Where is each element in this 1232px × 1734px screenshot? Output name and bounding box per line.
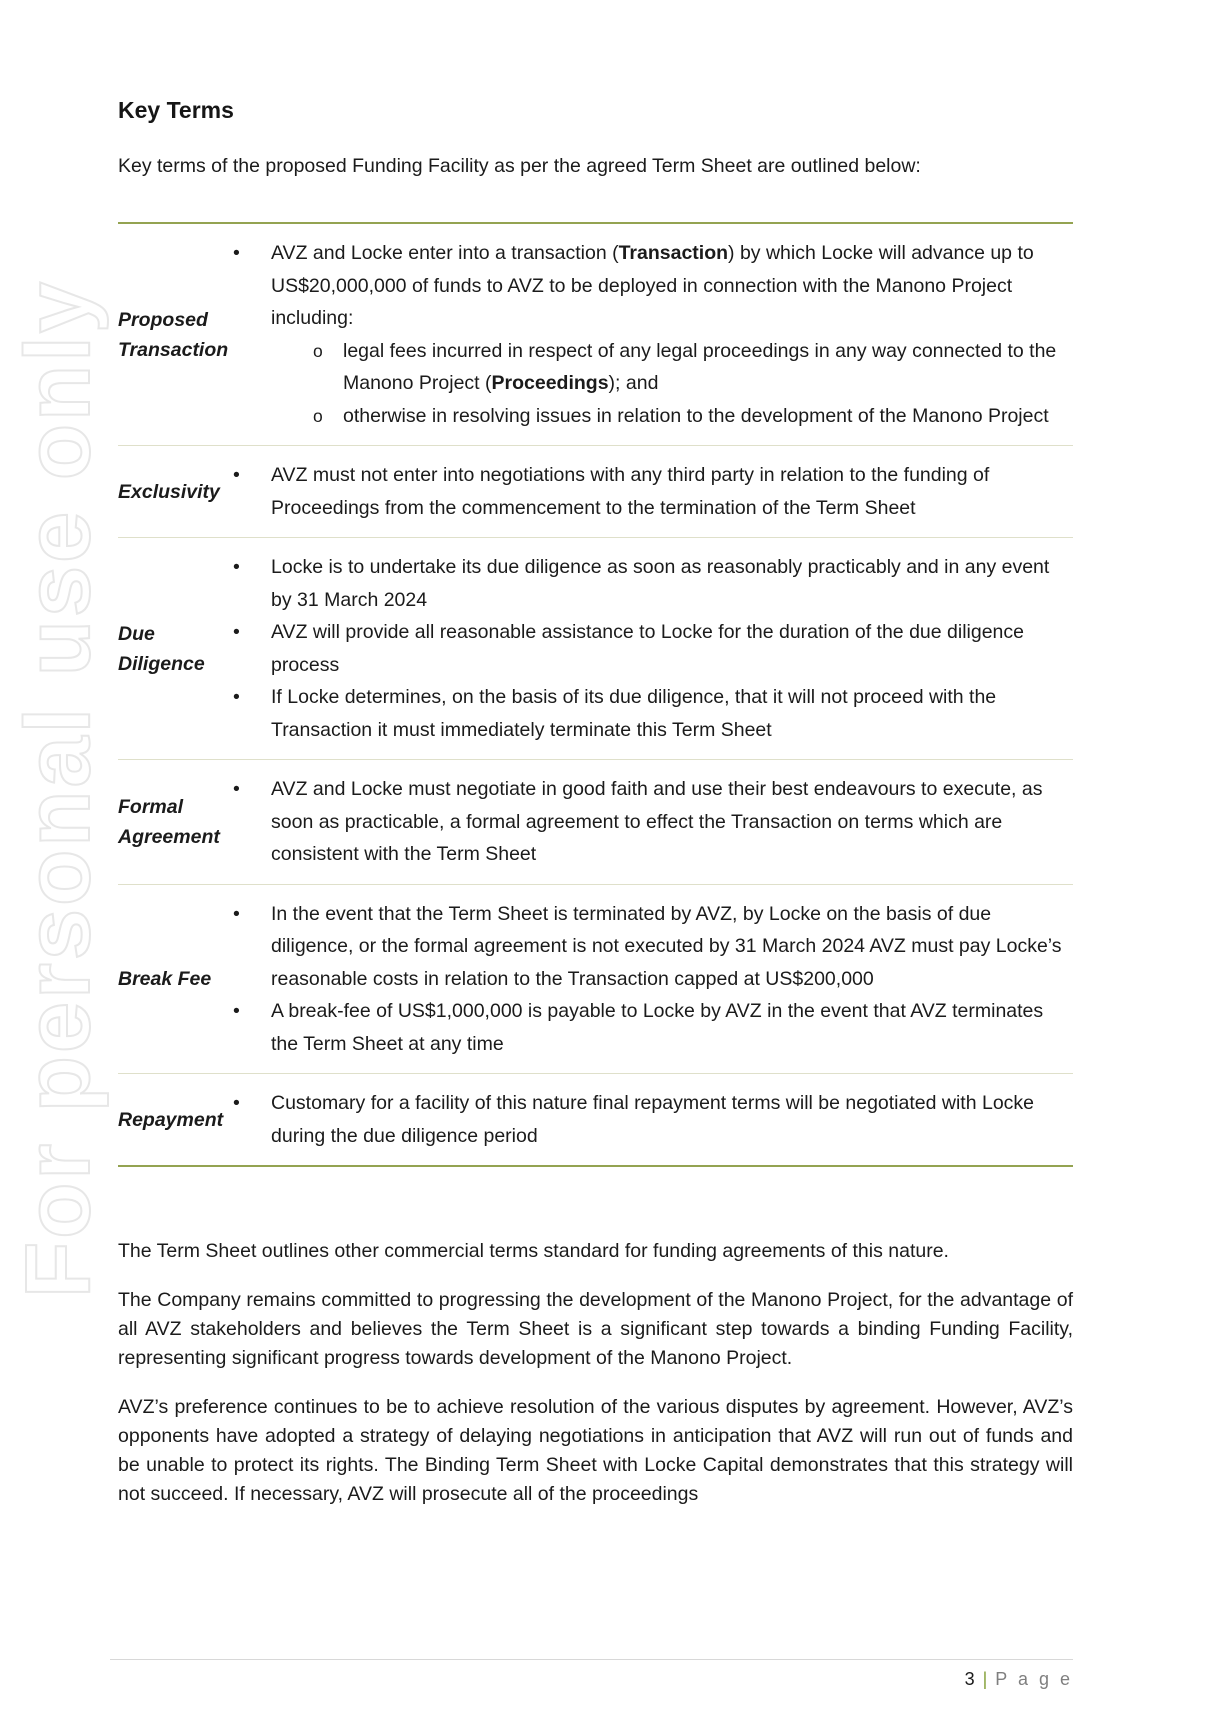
page-content [118, 0, 1073, 1509]
table-row [118, 224, 1073, 445]
bullet-item [230, 237, 1073, 335]
bullet-icon: • [233, 1092, 240, 1114]
page-number-value: 3 [964, 1669, 975, 1689]
bullet-item [230, 681, 1073, 746]
bullet-text: legal fees incurred in respect of any legal proceedings in any way connected to the Manono Project (Proceedings); and [343, 339, 1057, 394]
bullet-item [230, 995, 1073, 1060]
row-label: Repayment [118, 1108, 224, 1131]
body-paragraph: AVZ’s preference continues to be to achieve resolution of the various disputes by agreement. However, AVZ’s opponents have adopted a strategy of delaying negotiations in anticipation that AVZ will run out of funds and be unable to protect its rights. The Binding Term Sheet with Locke Capital demonstrates that this strategy will not succeed. If necessary, AVZ will prosecute all of the proceedings [118, 1396, 1073, 1505]
watermark-text: For personal use only [7, 279, 109, 1298]
row-content [230, 224, 1073, 445]
bullet-text: A break-fee of US$1,000,000 is payable to Locke by AVZ in the event that AVZ terminates the Term Sheet at any time [271, 1000, 1044, 1055]
page-title: Key Terms [118, 97, 234, 123]
table-row [118, 884, 1073, 1074]
bullet-item [230, 616, 1073, 681]
circle-bullet-icon: o [313, 405, 323, 426]
row-label: Exclusivity [118, 480, 220, 503]
circle-bullet-icon: o [313, 340, 323, 361]
bullet-text: AVZ will provide all reasonable assistance to Locke for the duration of the due diligence process [271, 621, 1024, 676]
intro-text: Key terms of the proposed Funding Facility as per the agreed Term Sheet are outlined below: [118, 155, 921, 177]
row-label: Formal Agreement [118, 795, 220, 848]
body-paragraph: The Company remains committed to progressing the development of the Manono Project, for the advantage of all AVZ stakeholders and believes the Term Sheet is a significant step towards a binding Funding Facility, representing significant progress towards development of the Manono Project. [118, 1289, 1073, 1369]
bullet-item [230, 773, 1073, 871]
row-content [230, 885, 1073, 1074]
bullet-icon: • [233, 902, 240, 925]
row-content [230, 446, 1073, 537]
bullet-item [310, 335, 1073, 400]
row-label: Break Fee [118, 967, 212, 990]
bullet-icon: • [233, 621, 240, 643]
bullet-item [310, 400, 1073, 433]
bullet-item [230, 1087, 1073, 1152]
bullet-text: AVZ must not enter into negotiations with any third party in relation to the funding of Proceedings from the commencement to the termination of the Term Sheet [271, 464, 990, 519]
row-content [230, 760, 1073, 884]
bullet-text: AVZ and Locke enter into a transaction (Transaction) by which Locke will advance up to US$20,000,000 of funds to AVZ to be deployed in connection with the Manono Project including: [271, 242, 1034, 329]
table-row [118, 445, 1073, 537]
bullet-item [230, 459, 1073, 524]
bullet-icon: • [233, 464, 240, 486]
bullet-text: otherwise in resolving issues in relation to the development of the Manono Project [343, 404, 1049, 427]
page-number-label: P a g e [995, 1669, 1073, 1689]
table-row [118, 1073, 1073, 1165]
bullet-text: Customary for a facility of this nature final repayment terms will be negotiated with Locke during the due diligence period [271, 1092, 1035, 1147]
bullet-text: In the event that the Term Sheet is terminated by AVZ, by Locke on the basis of due diligence, or the formal agreement is not executed by 31 March 2024 AVZ must pay Locke’s reasonable costs in relation to the Transaction capped at US$200,000 [271, 902, 1062, 990]
row-label: Proposed Transaction [118, 308, 229, 361]
bullet-icon: • [233, 686, 240, 708]
row-content [230, 1074, 1073, 1165]
page-footer [110, 1659, 1073, 1690]
bullet-item [230, 551, 1073, 616]
row-content [230, 538, 1073, 759]
bullet-icon: • [233, 556, 240, 578]
bullet-icon: • [233, 242, 240, 264]
bullet-item [230, 898, 1073, 996]
page-number-separator: | [982, 1669, 988, 1689]
bullet-text: Locke is to undertake its due diligence as soon as reasonably practicably and in any event by 31 March 2024 [271, 556, 1050, 611]
bullet-text: If Locke determines, on the basis of its due diligence, that it will not proceed with the Transaction it must immediately terminate this Term Sheet [271, 686, 997, 741]
body-paragraph: The Term Sheet outlines other commercial terms standard for funding agreements of this nature. [118, 1240, 949, 1262]
terms-table [118, 222, 1073, 1167]
bullet-text: AVZ and Locke must negotiate in good faith and use their best endeavours to execute, as soon as practicable, a formal agreement to effect the Transaction on terms which are consistent with the Term Sheet [271, 778, 1043, 865]
bullet-icon: • [233, 778, 240, 800]
bullet-icon: • [233, 1000, 240, 1022]
table-row [118, 537, 1073, 759]
row-label: Due Diligence [118, 622, 205, 675]
body-paragraphs [118, 1237, 1073, 1509]
table-row [118, 759, 1073, 884]
